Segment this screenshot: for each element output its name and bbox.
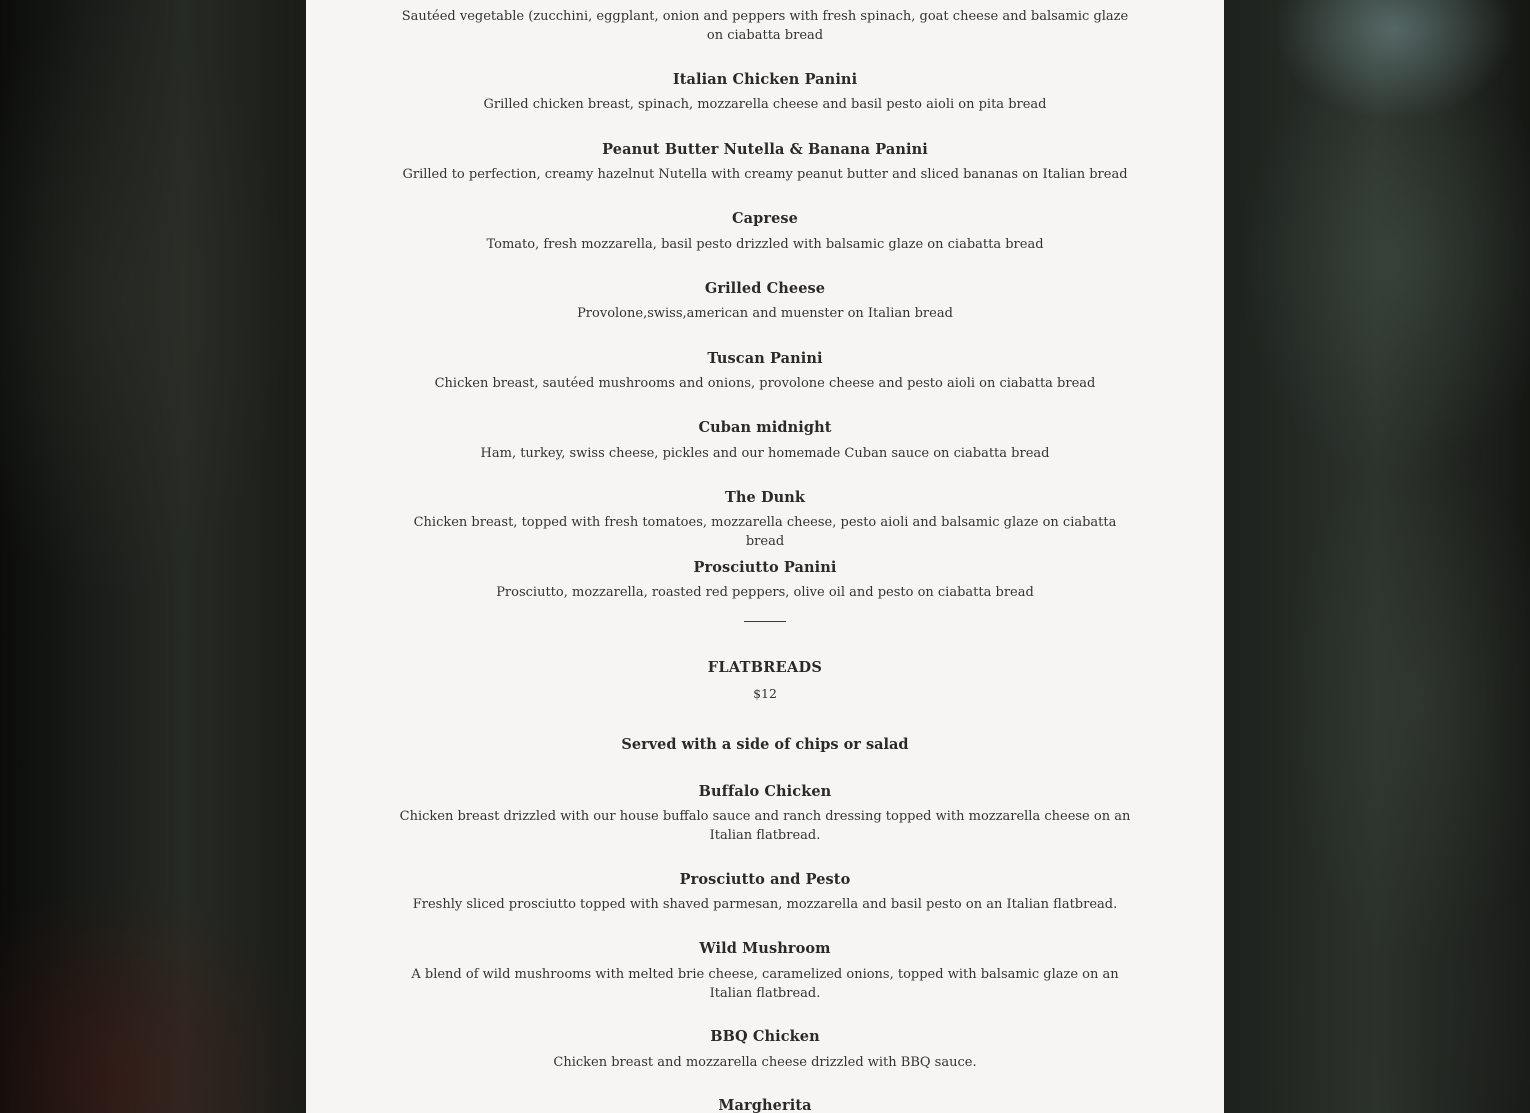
menu-item-desc-caprese: Tomato, fresh mozzarella, basil pesto drizzled with balsamic glaze on ciabatta bread — [486, 237, 1044, 252]
menu-item-desc-bbq-chicken: Chicken breast and mozzarella cheese drizzled with BBQ sauce. — [553, 1055, 977, 1070]
menu-item-desc-tuscan: Chicken breast, sautéed mushrooms and onions, provolone cheese and pesto aioli on ciabatta bread — [434, 376, 1096, 391]
section-note-flatbreads: Served with a side of chips or salad — [621, 736, 909, 753]
section-title-flatbreads: FLATBREADS — [707, 659, 823, 676]
menu-item-title-pb-nutella: Peanut Butter Nutella & Banana Panini — [602, 141, 928, 158]
menu-item-title-cuban: Cuban midnight — [698, 419, 832, 436]
menu-item-desc-dunk: Chicken breast, topped with fresh tomatoes, mozzarella cheese, pesto aioli and balsamic glaze on ciabatta bread — [413, 515, 1117, 549]
menu-item-title-wild-mushroom: Wild Mushroom — [699, 940, 831, 957]
menu-item-title-margherita: Margherita — [718, 1097, 812, 1113]
menu-item-desc-wild-mushroom: A blend of wild mushrooms with melted brie cheese, caramelized onions, topped with balsamic glaze on an Italian flatbread. — [411, 967, 1119, 1001]
menu-item-desc-pb-nutella: Grilled to perfection, creamy hazelnut Nutella with creamy peanut butter and sliced bananas on Italian bread — [402, 167, 1128, 182]
menu-item-title-prosciutto-pesto: Prosciutto and Pesto — [679, 871, 851, 888]
menu-item-desc-buffalo-chicken: Chicken breast drizzled with our house buffalo sauce and ranch dressing topped with mozzarella cheese on an Italian flatbread. — [399, 809, 1131, 843]
menu-item-desc-prosciutto-panini: Prosciutto, mozzarella, roasted red peppers, olive oil and pesto on ciabatta bread — [496, 585, 1034, 600]
menu-item-desc-italian-chicken: Grilled chicken breast, spinach, mozzarella cheese and basil pesto aioli on pita bread — [483, 97, 1047, 112]
section-divider — [744, 621, 786, 622]
menu-item-title-dunk: The Dunk — [724, 489, 806, 506]
menu-item-title-tuscan: Tuscan Panini — [707, 350, 823, 367]
menu-item-desc-veggie: Sautéed vegetable (zucchini, eggplant, onion and peppers with fresh spinach, goat cheese and balsamic glaze on ciabatta bread — [401, 9, 1129, 43]
menu-item-desc-grilled-cheese: Provolone,swiss,american and muenster on Italian bread — [577, 306, 953, 321]
menu-item-title-buffalo-chicken: Buffalo Chicken — [698, 783, 832, 800]
menu-item-desc-cuban: Ham, turkey, swiss cheese, pickles and our homemade Cuban sauce on ciabatta bread — [480, 446, 1050, 461]
menu-content — [306, 0, 1224, 1113]
menu-item-title-grilled-cheese: Grilled Cheese — [704, 280, 826, 297]
menu-item-desc-prosciutto-pesto: Freshly sliced prosciutto topped with shaved parmesan, mozzarella and basil pesto on an Italian flatbread. — [412, 897, 1118, 912]
menu-panel — [306, 0, 1224, 1113]
section-price-flatbreads: $12 — [753, 686, 777, 701]
menu-item-title-italian-chicken: Italian Chicken Panini — [672, 71, 858, 88]
menu-item-title-prosciutto-panini: Prosciutto Panini — [693, 559, 837, 576]
menu-item-title-caprese: Caprese — [731, 210, 799, 227]
menu-item-title-bbq-chicken: BBQ Chicken — [710, 1028, 820, 1045]
